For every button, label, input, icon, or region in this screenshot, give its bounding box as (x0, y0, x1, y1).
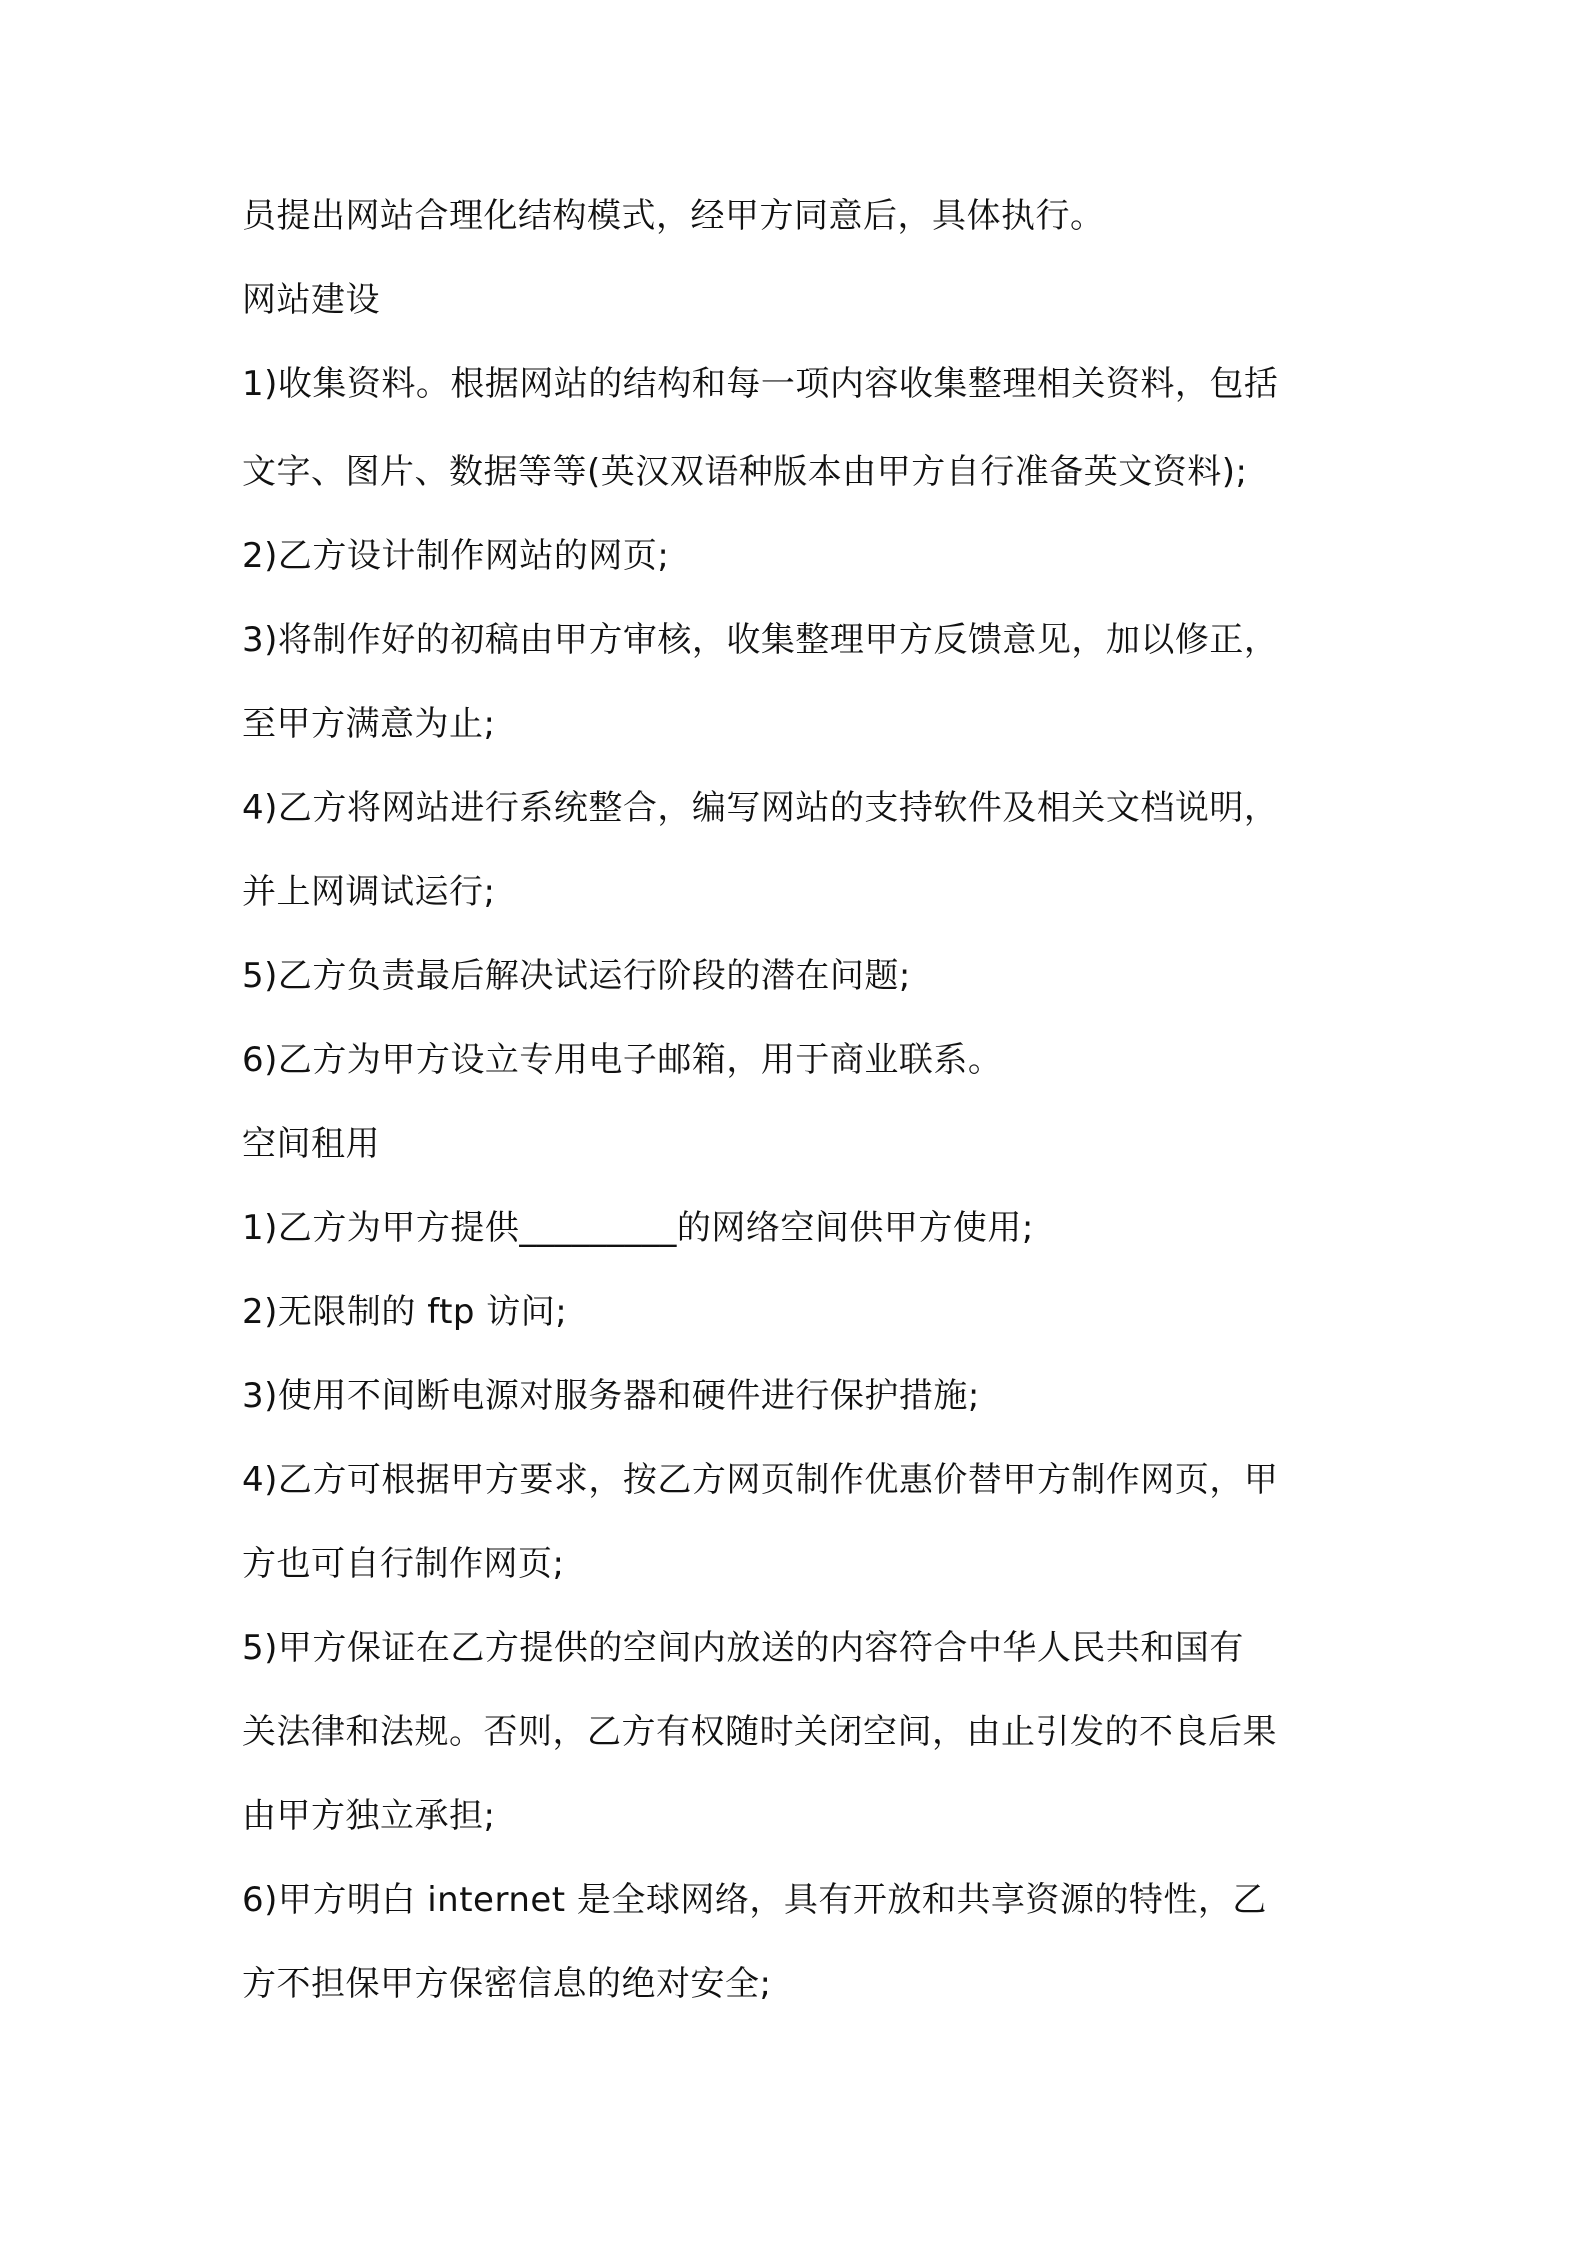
text-line: 2)乙方设计制作网站的网页; (242, 536, 670, 576)
text-line: 3)使用不间断电源对服务器和硬件进行保护措施; (242, 1376, 980, 1416)
text-line: 方也可自行制作网页; (242, 1544, 565, 1584)
text-line: 至甲方满意为止; (242, 704, 496, 744)
text-line: 4)乙方可根据甲方要求，按乙方网页制作优惠价替甲方制作网页，甲 (242, 1460, 1279, 1500)
text-line: 方不担保甲方保密信息的绝对安全; (242, 1964, 772, 2004)
text-line: 文字、图片、数据等等(英汉双语种版本由甲方自行准备英文资料); (242, 452, 1248, 492)
text-line: 1)乙方为甲方提供_________的网络空间供甲方使用; (242, 1208, 1034, 1248)
text-line: 3)将制作好的初稿由甲方审核，收集整理甲方反馈意见，加以修正， (242, 620, 1279, 660)
text-line: 5)乙方负责最后解决试运行阶段的潜在问题; (242, 956, 911, 996)
section-heading-website-construction: 网站建设 (242, 280, 380, 320)
text-line: 6)乙方为甲方设立专用电子邮箱，用于商业联系。 (242, 1040, 1003, 1080)
text-line: 6)甲方明白 internet 是全球网络，具有开放和共享资源的特性，乙 (242, 1880, 1267, 1920)
section-heading-space-rental: 空间租用 (242, 1124, 380, 1164)
text-line: 员提出网站合理化结构模式，经甲方同意后，具体执行。 (242, 196, 1105, 236)
text-line: 由甲方独立承担; (242, 1796, 496, 1836)
text-line: 1)收集资料。根据网站的结构和每一项内容收集整理相关资料，包括 (242, 364, 1279, 404)
text-line: 5)甲方保证在乙方提供的空间内放送的内容符合中华人民共和国有 (242, 1628, 1244, 1668)
text-line: 2)无限制的 ftp 访问; (242, 1292, 568, 1332)
text-line: 并上网调试运行; (242, 872, 496, 912)
document-body (242, 196, 1352, 2004)
text-line: 关法律和法规。否则，乙方有权随时关闭空间，由止引发的不良后果 (242, 1712, 1277, 1752)
text-line: 4)乙方将网站进行系统整合，编写网站的支持软件及相关文档说明， (242, 788, 1279, 828)
